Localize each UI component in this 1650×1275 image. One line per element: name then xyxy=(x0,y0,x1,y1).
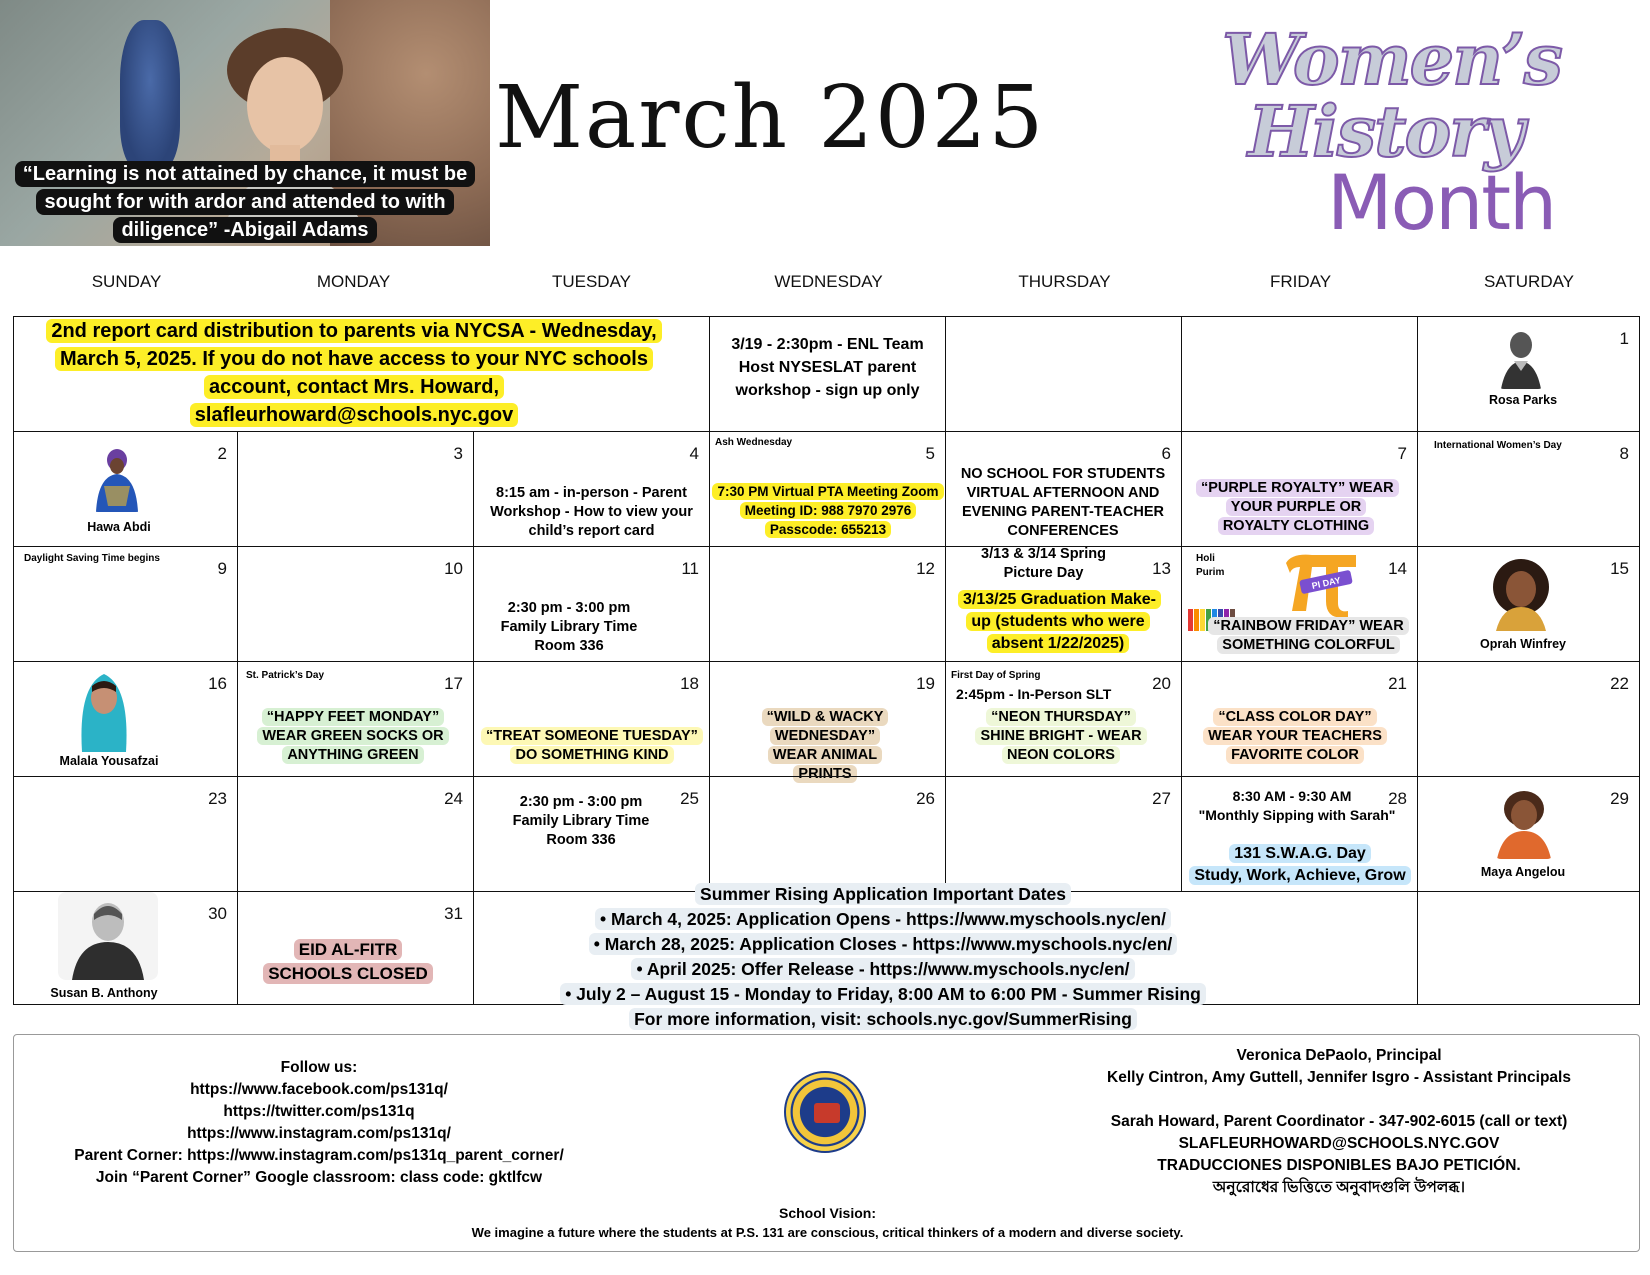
rosa-parks-label: Rosa Parks xyxy=(1488,393,1558,407)
day-header-tuesday: TUESDAY xyxy=(551,272,632,291)
summer-rising-date: • July 2 – August 15 - Monday to Friday, 8:00 AM to 6:00 PM - Summer Rising xyxy=(560,983,1206,1005)
date-number: 25 xyxy=(680,789,699,808)
calendar-cell-mar-25 xyxy=(473,776,710,892)
calendar-grid xyxy=(13,316,1640,1029)
daylight-saving-label: Daylight Saving Time begins xyxy=(24,553,160,564)
staff-contacts xyxy=(1059,1045,1619,1199)
picture-day-text: 3/13 & 3/14 Spring Picture Day xyxy=(981,546,1106,581)
svg-text:PI DAY: PI DAY xyxy=(1310,575,1342,591)
parent-coordinator-text: Sarah Howard, Parent Coordinator - 347-902-6015 (call or text) xyxy=(1110,1113,1568,1130)
calendar-cell-mar-18 xyxy=(473,661,710,777)
calendar-cell-mar-26 xyxy=(709,776,946,892)
calendar-cell-mar-8 xyxy=(1417,431,1640,547)
page-title: March 2025 xyxy=(495,68,1046,168)
calendar-cell-mar-31 xyxy=(237,891,474,1005)
ash-wednesday-label: Ash Wednesday xyxy=(715,437,793,448)
date-number: 17 xyxy=(444,674,463,693)
summer-rising-date: • March 28, 2025: Application Closes - https://www.myschools.nyc/en/ xyxy=(589,933,1178,955)
treat-someone-tuesday-text: “TREAT SOMEONE TUESDAY” DO SOMETHING KIND xyxy=(478,727,706,765)
class-color-day-text: “CLASS COLOR DAY” WEAR YOUR TEACHERS FAVORITE COLOR xyxy=(1200,708,1390,765)
date-number: 20 xyxy=(1152,674,1171,693)
calendar-cell-mar-9 xyxy=(13,546,238,662)
oprah-winfrey-label: Oprah Winfrey xyxy=(1479,637,1566,651)
graduation-makeup-text: 3/13/25 Graduation Make-up (students who were absent 1/22/2025) xyxy=(958,589,1158,655)
susan-b-anthony-label: Susan B. Anthony xyxy=(50,986,158,1000)
report-card-notice: 2nd report card distribution to parents via NYCSA - Wednesday, March 5, 2025. If you do not have access to your NYC schools account, contact Mrs. Howard, slafleurhoward@schools.nyc.gov xyxy=(44,317,664,429)
date-number: 16 xyxy=(208,674,227,693)
footer-box xyxy=(13,1034,1640,1252)
vase-shape xyxy=(120,20,180,170)
rainbow-friday-text: “RAINBOW FRIDAY” WEAR SOMETHING COLORFUL xyxy=(1196,617,1421,655)
logo-line-month: Month xyxy=(1327,158,1556,247)
date-number: 28 xyxy=(1388,789,1407,808)
date-number: 6 xyxy=(1161,444,1171,463)
calendar-cell-mar-1 xyxy=(1417,316,1640,432)
date-number: 30 xyxy=(208,904,227,923)
oprah-winfrey-avatar xyxy=(1488,557,1554,631)
intl-womens-day-label: International Women’s Day xyxy=(1434,440,1562,451)
calendar-cell-mar-21 xyxy=(1181,661,1418,777)
date-number: 22 xyxy=(1610,674,1629,693)
summer-rising-title: Summer Rising Application Important Dates xyxy=(695,883,1071,905)
calendar-cell-mar-13 xyxy=(945,546,1182,662)
calendar-cell-mar-24 xyxy=(237,776,474,892)
date-number: 11 xyxy=(681,559,699,578)
school-seal-icon xyxy=(784,1071,866,1153)
hawa-abdi-label: Hawa Abdi xyxy=(87,520,151,534)
day-header-monday: MONDAY xyxy=(316,272,391,291)
hawa-abdi-avatar xyxy=(90,446,144,512)
date-number: 1 xyxy=(1619,329,1629,348)
calendar-cell-mar-27 xyxy=(945,776,1182,892)
school-vision-text: We imagine a future where the students at P.S. 131 are conscious, critical thinkers of a modern and diverse society. xyxy=(471,1225,1184,1240)
date-number: 31 xyxy=(444,904,463,923)
calendar-cell-mar-10 xyxy=(237,546,474,662)
summer-rising-info: For more information, visit: schools.nyc.gov/SummerRising xyxy=(629,1008,1137,1030)
date-number: 24 xyxy=(444,789,463,808)
school-vision-label: School Vision: xyxy=(779,1205,876,1221)
calendar-cell-mar-28 xyxy=(1181,776,1418,892)
calendar-cell-mar-30 xyxy=(13,891,238,1005)
twitter-link[interactable]: https://twitter.com/ps131q xyxy=(223,1103,415,1120)
day-header-friday: FRIDAY xyxy=(1269,272,1332,291)
womens-history-month-logo xyxy=(1222,18,1561,247)
first-day-of-spring-label: First Day of Spring xyxy=(951,670,1041,681)
conferences-text: NO SCHOOL FOR STUDENTS VIRTUAL AFTERNOON AND EVENING PARENT-TEACHER CONFERENCES xyxy=(960,466,1166,539)
coordinator-email[interactable]: SLAFLEURHOWARD@SCHOOLS.NYC.GOV xyxy=(1178,1135,1500,1152)
slt-meeting-text: 2:45pm - In-Person SLT xyxy=(956,686,1112,702)
date-number: 10 xyxy=(444,559,463,578)
calendar-cell-mar-5 xyxy=(709,431,946,547)
eid-al-fitr-text: EID AL-FITR SCHOOLS CLOSED xyxy=(258,938,438,986)
summer-rising-notice xyxy=(533,882,1233,1032)
malala-yousafzai-label: Malala Yousafzai xyxy=(59,754,159,768)
day-header-saturday: SATURDAY xyxy=(1483,272,1575,291)
day-header-wednesday: WEDNESDAY xyxy=(774,272,883,291)
calendar-cell-mar-15 xyxy=(1417,546,1640,662)
enl-workshop-text: 3/19 - 2:30pm - ENL Team Host NYSESLAT parent workshop - sign up only xyxy=(731,336,924,399)
date-number: 15 xyxy=(1610,559,1629,578)
library-time-text: 2:30 pm - 3:00 pm Family Library Time Room 336 xyxy=(500,600,638,654)
date-number: 3 xyxy=(453,444,463,463)
principal-text: Veronica DePaolo, Principal xyxy=(1236,1047,1442,1064)
date-number: 27 xyxy=(1152,789,1171,808)
date-number: 13 xyxy=(1152,559,1171,578)
neon-thursday-text: “NEON THURSDAY” SHINE BRIGHT - WEAR NEON COLORS xyxy=(966,708,1156,765)
date-number: 2 xyxy=(217,444,227,463)
calendar-cell-mar-17 xyxy=(237,661,474,777)
malala-yousafzai-avatar xyxy=(74,666,134,752)
date-number: 29 xyxy=(1610,789,1629,808)
date-number: 23 xyxy=(208,789,227,808)
happy-feet-monday-text: “HAPPY FEET MONDAY” WEAR GREEN SOCKS OR ANYTHING GREEN xyxy=(252,708,454,765)
logo-line-history: History xyxy=(1248,90,1523,173)
purple-royalty-text: “PURPLE ROYALTY” WEAR YOUR PURPLE OR ROYALTY CLOTHING xyxy=(1196,479,1396,536)
calendar-cell-mar-3 xyxy=(237,431,474,547)
calendar-cell-mar-20 xyxy=(945,661,1182,777)
date-number: 14 xyxy=(1388,559,1407,578)
date-number: 9 xyxy=(217,559,227,578)
holi-label: Holi xyxy=(1196,553,1215,564)
spanish-translation-note: TRADUCCIONES DISPONIBLES BAJO PETICIÓN. xyxy=(1157,1157,1521,1174)
logo-line-womens: Women’s xyxy=(1222,18,1561,101)
calendar-cell-enl xyxy=(709,316,946,432)
maya-angelou-avatar xyxy=(1493,787,1555,859)
calendar-cell-announcement xyxy=(13,316,710,432)
date-number: 18 xyxy=(680,674,699,693)
date-number: 12 xyxy=(916,559,935,578)
calendar-cell-mar-7 xyxy=(1181,431,1418,547)
sipping-with-sarah-text: "Monthly Sipping with Sarah" xyxy=(1198,807,1396,823)
date-number: 5 xyxy=(925,444,935,463)
assistant-principals-text: Kelly Cintron, Amy Guttell, Jennifer Isgro - Assistant Principals xyxy=(1107,1069,1571,1086)
bengali-translation-note: অনুরোধের ভিত্তিতে অনুবাদগুলি উপলব্ধ। xyxy=(1212,1179,1466,1196)
date-number: 4 xyxy=(689,444,699,463)
swag-day-text: 131 S.W.A.G. Day Study, Work, Achieve, Grow xyxy=(1184,843,1416,887)
calendar-cell-mar-2 xyxy=(13,431,238,547)
rosa-parks-avatar xyxy=(1496,327,1546,389)
date-number: 7 xyxy=(1397,444,1407,463)
calendar-cell-empty xyxy=(1417,891,1640,1005)
pi-day-icon xyxy=(1282,551,1362,619)
maya-angelou-label: Maya Angelou xyxy=(1480,865,1566,879)
date-number: 21 xyxy=(1388,674,1407,693)
calendar-cell-empty xyxy=(1181,316,1418,432)
calendar-cell-mar-12 xyxy=(709,546,946,662)
date-number: 26 xyxy=(916,789,935,808)
instagram-link[interactable]: https://www.instagram.com/ps131q/ xyxy=(187,1125,451,1142)
sipping-time-text: 8:30 AM - 9:30 AM xyxy=(1232,788,1352,804)
calendar-cell-empty xyxy=(945,316,1182,432)
day-header-thursday: THURSDAY xyxy=(1018,272,1111,291)
google-classroom-text: Join “Parent Corner” Google classroom: class code: gktlfcw xyxy=(95,1169,543,1186)
library-time-text: 2:30 pm - 3:00 pm Family Library Time Room 336 xyxy=(512,794,650,848)
pta-meeting-text: 7:30 PM Virtual PTA Meeting Zoom Meeting ID: 988 7970 2976 Passcode: 655213 xyxy=(712,482,944,539)
calendar-cell-mar-11 xyxy=(473,546,710,662)
purim-label: Purim xyxy=(1196,567,1225,578)
date-number: 19 xyxy=(916,674,935,693)
summer-rising-date: • April 2025: Offer Release - https://www.myschools.nyc/en/ xyxy=(631,958,1134,980)
parent-workshop-text: 8:15 am - in-person - Parent Workshop - How to view your child’s report card xyxy=(490,485,693,539)
parent-corner-link[interactable]: Parent Corner: https://www.instagram.com/ps131q_parent_corner/ xyxy=(74,1147,564,1164)
wild-wacky-wednesday-text: “WILD & WACKY WEDNESDAY” WEAR ANIMAL PRINTS xyxy=(750,708,900,784)
calendar-cell-mar-4 xyxy=(473,431,710,547)
calendar-cell-mar-19 xyxy=(709,661,946,782)
facebook-link[interactable]: https://www.facebook.com/ps131q/ xyxy=(190,1081,448,1098)
day-header-sunday: SUNDAY xyxy=(91,272,162,291)
st-patricks-day-label: St. Patrick’s Day xyxy=(246,670,325,681)
calendar-cell-mar-29 xyxy=(1417,776,1640,892)
quote-text: “Learning is not attained by chance, it must be sought for with ardor and attended to with diligence” -Abigail Adams xyxy=(10,160,480,244)
date-number: 8 xyxy=(1619,444,1629,463)
calendar-cell-mar-23 xyxy=(13,776,238,892)
calendar-cell-mar-14 xyxy=(1181,546,1418,662)
summer-rising-date: • March 4, 2025: Application Opens - https://www.myschools.nyc/en/ xyxy=(595,908,1171,930)
calendar-cell-mar-22 xyxy=(1417,661,1640,777)
calendar-cell-mar-6 xyxy=(945,431,1182,547)
follow-us-label: Follow us: xyxy=(280,1059,358,1076)
susan-b-anthony-avatar xyxy=(58,892,158,980)
calendar-cell-mar-16 xyxy=(13,661,238,777)
social-links xyxy=(29,1057,609,1189)
